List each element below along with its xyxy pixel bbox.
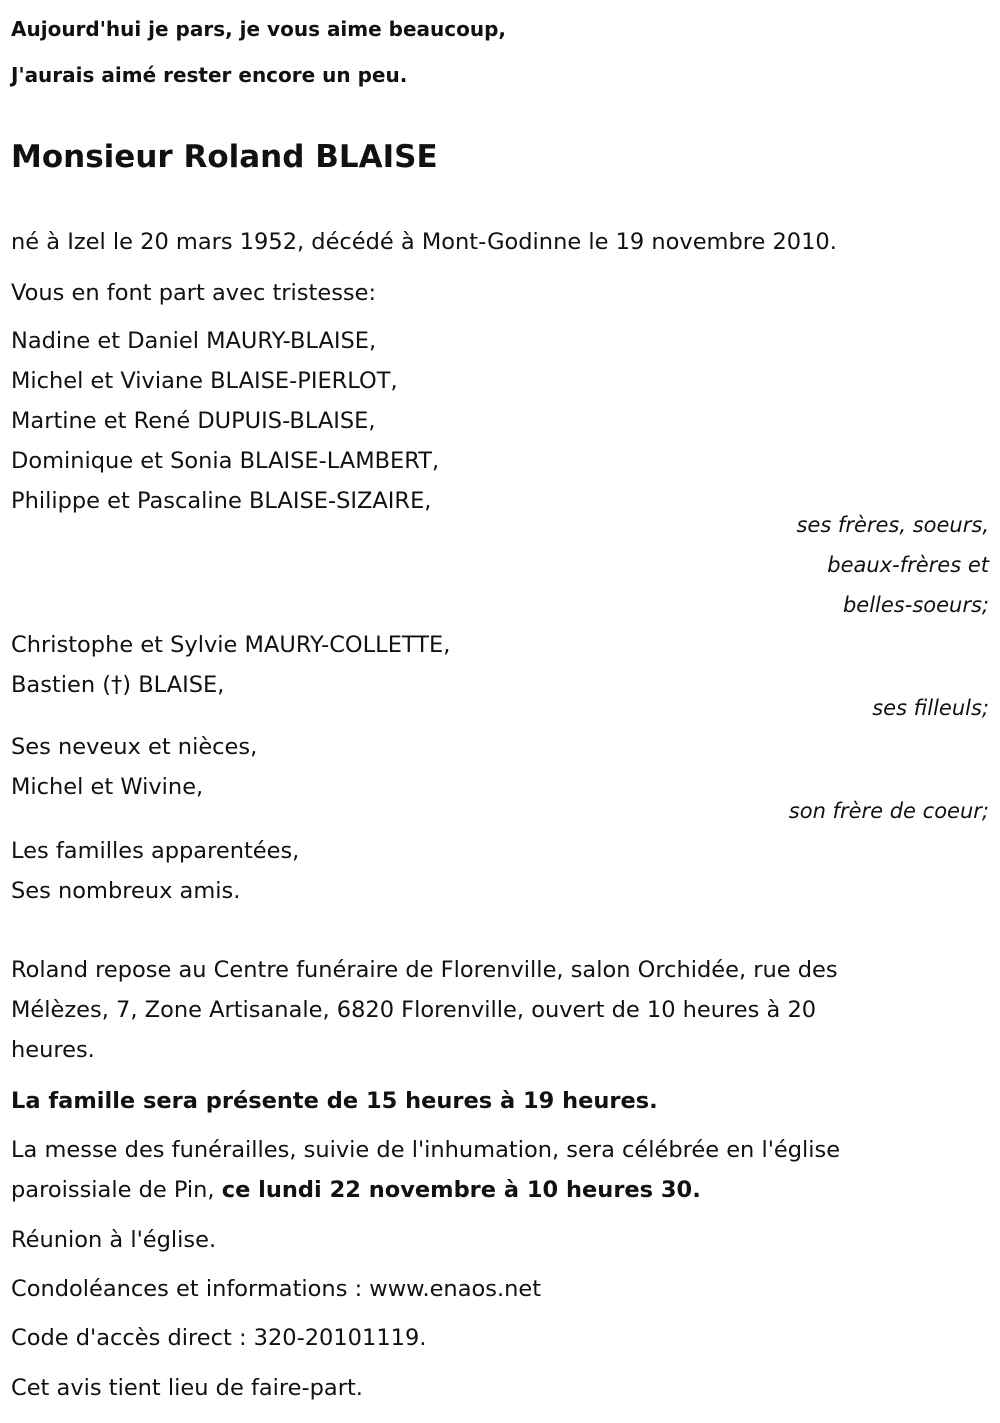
siblings-role: belles-soeurs; bbox=[842, 593, 989, 617]
sibling-line: Nadine et Daniel MAURY-BLAISE, bbox=[11, 328, 377, 354]
repose-line: heures. bbox=[11, 1037, 95, 1063]
family-presence: La famille sera présente de 15 heures à 19 heures. bbox=[11, 1088, 658, 1114]
siblings-role: ses frères, soeurs, bbox=[796, 513, 989, 537]
godchild-line: Christophe et Sylvie MAURY-COLLETTE, bbox=[11, 632, 451, 658]
birth-death-text: né à Izel le 20 mars 1952, décédé à Mont-Godinne le 19 novembre 2010. bbox=[11, 229, 837, 255]
family-line: Les familles apparentées, bbox=[11, 838, 300, 864]
header-line-1: Aujourd'hui je pars, je vous aime beaucoup, bbox=[11, 17, 507, 41]
siblings-role: beaux-frères et bbox=[827, 553, 989, 577]
godchild-line: Bastien (†) BLAISE, bbox=[11, 672, 225, 698]
sibling-line: Martine et René DUPUIS-BLAISE, bbox=[11, 408, 376, 434]
others-line: Ses neveux et nièces, bbox=[11, 734, 258, 760]
intro-text: Vous en font part avec tristesse: bbox=[11, 280, 377, 306]
others-line: Michel et Wivine, bbox=[11, 774, 204, 800]
condolences-text: Condoléances et informations : www.enaos.net bbox=[11, 1276, 542, 1302]
sibling-line: Philippe et Pascaline BLAISE-SIZAIRE, bbox=[11, 488, 432, 514]
mass-location: paroissiale de Pin, bbox=[11, 1177, 222, 1203]
others-role: son frère de coeur; bbox=[788, 799, 989, 823]
closing-text: Cet avis tient lieu de faire-part. bbox=[11, 1375, 363, 1401]
header-line-2: J'aurais aimé rester encore un peu. bbox=[11, 63, 408, 87]
access-code-text: Code d'accès direct : 320-20101119. bbox=[11, 1325, 427, 1351]
godchildren-role: ses filleuls; bbox=[872, 696, 989, 720]
mass-line-2 bbox=[11, 1175, 701, 1205]
family-line: Ses nombreux amis. bbox=[11, 878, 241, 904]
sibling-line: Michel et Viviane BLAISE-PIERLOT, bbox=[11, 368, 398, 394]
repose-line: Roland repose au Centre funéraire de Florenville, salon Orchidée, rue des bbox=[11, 957, 838, 983]
meeting-text: Réunion à l'église. bbox=[11, 1227, 217, 1253]
sibling-line: Dominique et Sonia BLAISE-LAMBERT, bbox=[11, 448, 440, 474]
mass-datetime: ce lundi 22 novembre à 10 heures 30. bbox=[221, 1177, 701, 1203]
repose-line: Mélèzes, 7, Zone Artisanale, 6820 Florenville, ouvert de 10 heures à 20 bbox=[11, 997, 817, 1023]
page-title: Monsieur Roland BLAISE bbox=[11, 139, 438, 175]
mass-line-1: La messe des funérailles, suivie de l'inhumation, sera célébrée en l'église bbox=[11, 1137, 841, 1163]
